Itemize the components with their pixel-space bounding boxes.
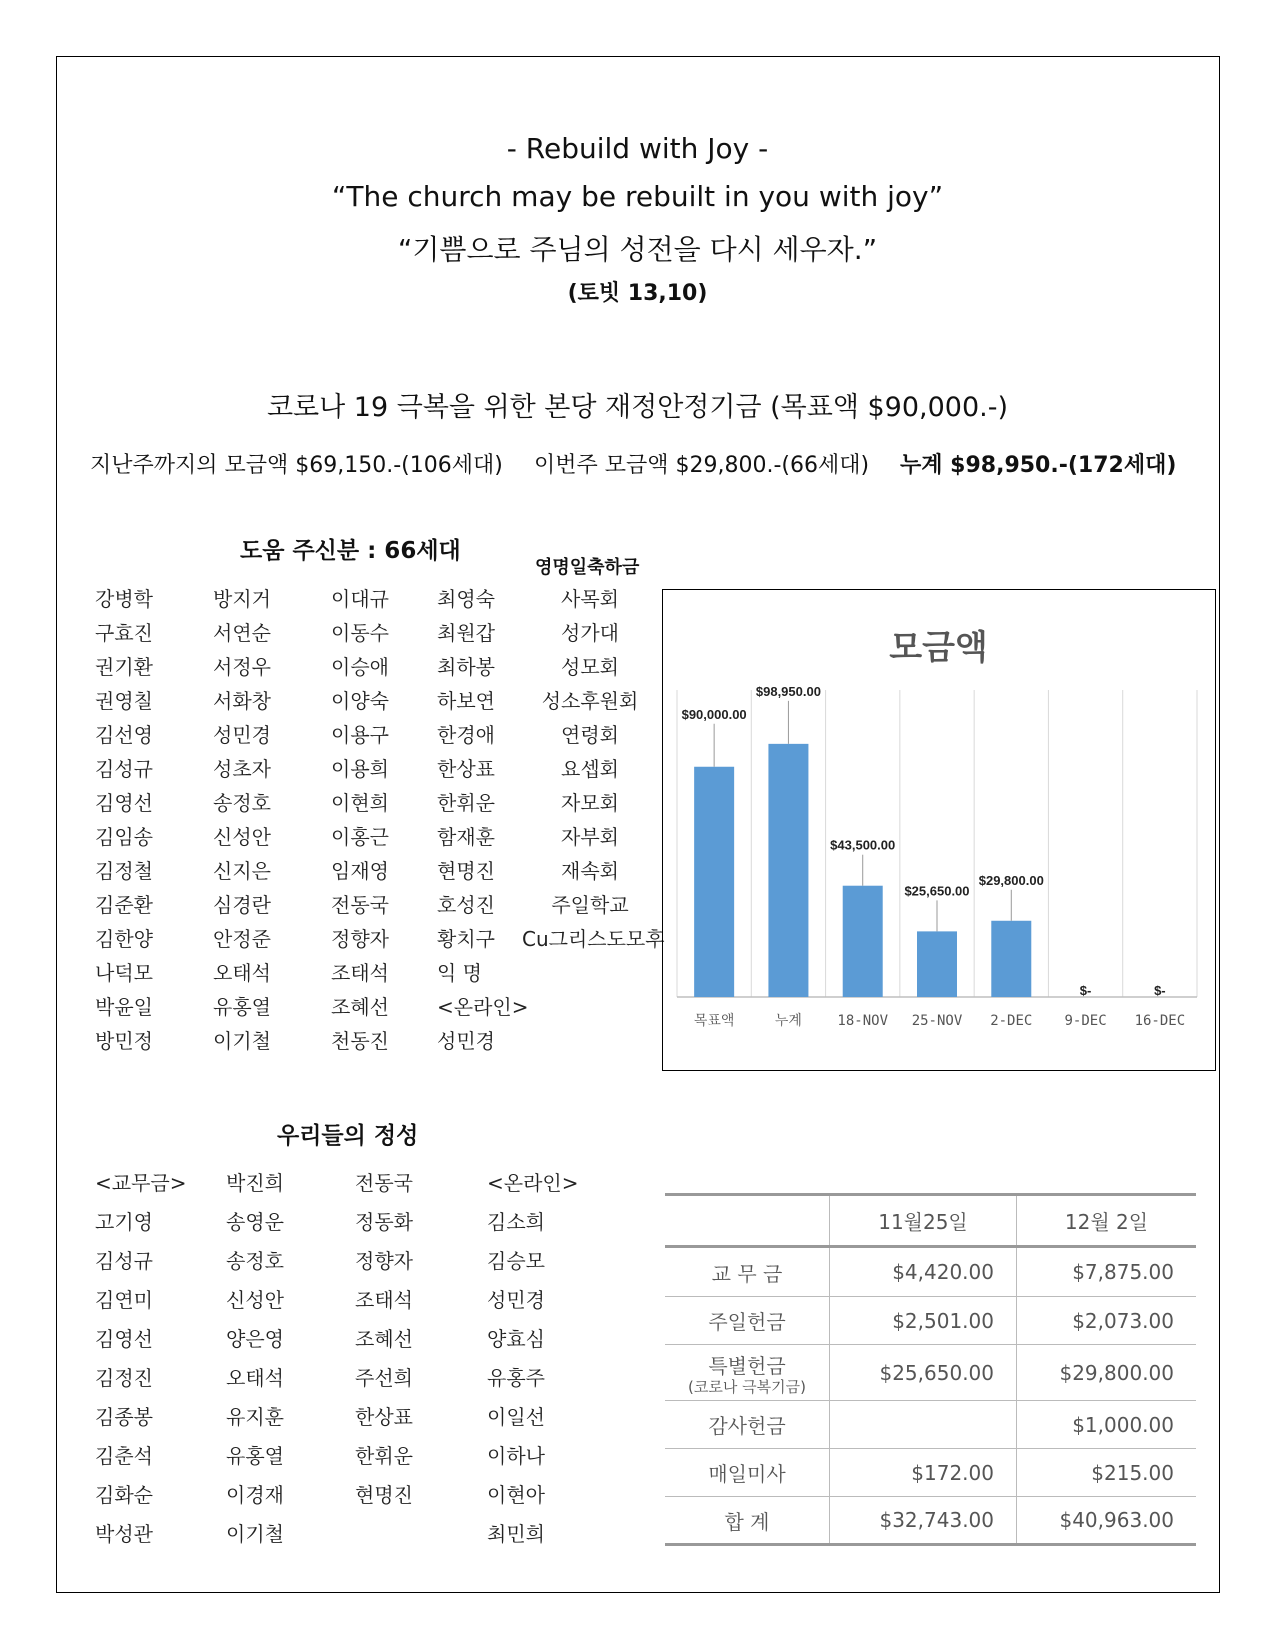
offering-name: 한휘운 — [355, 1444, 413, 1468]
offering-name: 현명진 — [355, 1483, 413, 1507]
offering-name: 성민경 — [487, 1288, 545, 1312]
group-donor-name: 성모회 — [561, 655, 619, 679]
offering-name: 신성안 — [226, 1288, 284, 1312]
offering-name: 유홍열 — [226, 1444, 284, 1468]
donor-name: 김한양 — [95, 927, 153, 951]
donor-name: 방지거 — [213, 587, 271, 611]
row-label-note: (코로나 극복기금) — [688, 1378, 806, 1396]
offering-name: 고기영 — [95, 1210, 153, 1234]
chart-category-label: 2-DEC — [990, 1013, 1033, 1029]
donor-name: 서화창 — [213, 689, 271, 713]
donor-name: 이홍근 — [331, 825, 389, 849]
chart-bar — [843, 886, 883, 997]
chart-plot — [663, 590, 1214, 1069]
row-value-nov25: $25,650.00 — [830, 1345, 1017, 1401]
row-value-nov25 — [830, 1401, 1017, 1449]
offering-name: 김정진 — [95, 1366, 153, 1390]
offering-name: 김화순 — [95, 1483, 153, 1507]
row-value-dec2: $29,800.00 — [1017, 1345, 1197, 1401]
offering-name: 정향자 — [355, 1249, 413, 1273]
donor-column-2 — [213, 582, 313, 1058]
donor-name: 한경애 — [437, 723, 495, 747]
offering-name: 이현아 — [487, 1483, 545, 1507]
offering-name: 김연미 — [95, 1288, 153, 1312]
fund-title: 코로나 19 극복을 위한 본당 재정안정기금 (목표액 $90,000.-) — [266, 392, 1009, 423]
offering-name: 전동국 — [355, 1171, 413, 1195]
donor-name: 이양숙 — [331, 689, 389, 713]
theme-quote-english: “The church may be rebuilt in you with joy” — [331, 180, 944, 213]
group-donor-column — [522, 582, 665, 956]
row-value-dec2: $215.00 — [1017, 1449, 1197, 1497]
group-donor-name: 자모회 — [561, 791, 619, 815]
donor-name: 이승애 — [331, 655, 389, 679]
offering-name: <온라인> — [487, 1171, 579, 1195]
donor-name: 이기철 — [213, 1029, 271, 1053]
donor-column-1 — [95, 582, 195, 1058]
totals-header-nov25: 11월25일 — [830, 1195, 1017, 1247]
offering-name: 조혜선 — [355, 1327, 413, 1351]
donor-name: 이용희 — [331, 757, 389, 781]
offering-name: 김춘석 — [95, 1444, 153, 1468]
totals-header-dec2: 12월 2일 — [1017, 1195, 1197, 1247]
row-label: 특별헌금 — [708, 1354, 786, 1378]
donor-name: 전동국 — [331, 893, 389, 917]
offering-name: 양효심 — [487, 1327, 545, 1351]
group-donor-name: 성소후원회 — [541, 689, 639, 713]
chart-bar — [694, 767, 734, 997]
row-value-dec2: $7,875.00 — [1017, 1247, 1197, 1297]
chart-bar — [768, 744, 808, 997]
donor-name: 신성안 — [213, 825, 271, 849]
offering-name: <교무금> — [95, 1171, 187, 1195]
donor-name: 서연순 — [213, 621, 271, 645]
donor-column-3 — [331, 582, 431, 1058]
offering-name: 이하나 — [487, 1444, 545, 1468]
donor-name: 오태석 — [213, 961, 271, 985]
donor-name: 조혜선 — [331, 995, 389, 1019]
offering-name: 한상표 — [355, 1405, 413, 1429]
group-donor-name: 성가대 — [561, 621, 619, 645]
offering-name: 최민희 — [487, 1522, 545, 1546]
offering-name: 송정호 — [226, 1249, 284, 1273]
donor-name: 김정철 — [95, 859, 153, 883]
donor-name: 박윤일 — [95, 995, 153, 1019]
donor-name: 권기환 — [95, 655, 153, 679]
group-donor-name: 자부회 — [561, 825, 619, 849]
offering-column-4 — [487, 1164, 597, 1554]
donor-name: 유홍열 — [213, 995, 271, 1019]
offering-name: 김소희 — [487, 1210, 545, 1234]
donor-name: 이대규 — [331, 587, 389, 611]
donor-name: 최하봉 — [437, 655, 495, 679]
donor-name: 이동수 — [331, 621, 389, 645]
offering-name: 이일선 — [487, 1405, 545, 1429]
donor-name: 김성규 — [95, 757, 153, 781]
row-label: 매일미사 — [665, 1449, 830, 1497]
chart-data-label: $- — [1154, 983, 1166, 998]
offering-name: 이경재 — [226, 1483, 284, 1507]
donor-name: 임재영 — [331, 859, 389, 883]
chart-data-label: $- — [1079, 983, 1092, 998]
donor-name: 구효진 — [95, 621, 153, 645]
fund-this-week: 이번주 모금액 $29,800.-(66세대) — [534, 453, 870, 478]
chart-bar — [991, 921, 1031, 997]
chart-data-label: $98,950.00 — [755, 683, 821, 699]
donation-chart — [662, 589, 1216, 1071]
donor-name: 성초자 — [213, 757, 271, 781]
group-donor-name: 주일학교 — [551, 893, 629, 917]
offering-name: 김승모 — [487, 1249, 545, 1273]
row-label: 합 계 — [665, 1497, 830, 1545]
donor-name: 김영선 — [95, 791, 153, 815]
donor-name: 송정호 — [213, 791, 271, 815]
offering-column-3 — [355, 1164, 465, 1515]
chart-category-label: 18-NOV — [837, 1013, 889, 1029]
group-donor-name: 요셉회 — [561, 757, 619, 781]
fund-cumulative: 누계 $98,950.-(172세대) — [900, 453, 1177, 478]
donor-name: 최영숙 — [437, 587, 495, 611]
donor-name: 성민경 — [213, 723, 271, 747]
row-label-special — [665, 1345, 830, 1401]
donor-name: 이용구 — [331, 723, 389, 747]
group-donor-name: 연령회 — [561, 723, 619, 747]
offering-name: 송영운 — [226, 1210, 284, 1234]
group-donor-name: 사목회 — [561, 587, 619, 611]
donor-name: 황치구 — [437, 927, 495, 951]
totals-header-blank — [665, 1195, 830, 1247]
offering-name: 조태석 — [355, 1288, 413, 1312]
donor-name: 강병학 — [95, 587, 153, 611]
donors-heading: 도움 주신분 : 66세대 — [240, 538, 461, 564]
donor-name: 하보연 — [437, 689, 495, 713]
donor-name: 이현희 — [331, 791, 389, 815]
donor-name: 김준환 — [95, 893, 153, 917]
chart-category-label: 누계 — [774, 1013, 802, 1029]
row-value-dec2: $2,073.00 — [1017, 1297, 1197, 1345]
donor-name: 조태석 — [331, 961, 389, 985]
donor-name: 나덕모 — [95, 961, 153, 985]
row-value-nov25: $32,743.00 — [830, 1497, 1017, 1545]
chart-data-label: $90,000.00 — [681, 706, 747, 722]
chart-category-label: 목표액 — [693, 1013, 735, 1029]
donor-name: 신지은 — [213, 859, 271, 883]
fund-previous-total: 지난주까지의 모금액 $69,150.-(106세대) — [90, 453, 503, 478]
offering-name: 김종봉 — [95, 1405, 153, 1429]
offering-name: 유지훈 — [226, 1405, 284, 1429]
anonymous-heading: 영명일축하금 — [535, 557, 640, 578]
chart-category-label: 9-DEC — [1064, 1013, 1107, 1029]
donor-name: 한상표 — [437, 757, 495, 781]
row-value-dec2: $40,963.00 — [1017, 1497, 1197, 1545]
donor-name: 현명진 — [437, 859, 495, 883]
offering-name: 양은영 — [226, 1327, 284, 1351]
offering-totals-table — [665, 1193, 1196, 1546]
chart-category-label: 25-NOV — [911, 1013, 963, 1029]
offering-column-2 — [226, 1164, 336, 1554]
donor-name: 성민경 — [437, 1029, 495, 1053]
offering-name: 유홍주 — [487, 1366, 545, 1390]
donor-name: 정향자 — [331, 927, 389, 951]
chart-data-label: $29,800.00 — [978, 872, 1044, 888]
chart-data-label: $25,650.00 — [904, 883, 970, 899]
donor-name: 권영칠 — [95, 689, 153, 713]
donor-name: 함재훈 — [437, 825, 495, 849]
offering-name: 김성규 — [95, 1249, 153, 1273]
donor-name: 심경란 — [213, 893, 271, 917]
row-label: 주일헌금 — [665, 1297, 830, 1345]
scripture-reference: (토빗 13,10) — [567, 281, 708, 306]
theme-title: - Rebuild with Joy - — [506, 132, 769, 165]
row-value-nov25: $2,501.00 — [830, 1297, 1017, 1345]
chart-category-label: 16-DEC — [1134, 1013, 1186, 1029]
donor-name: 최원갑 — [437, 621, 495, 645]
row-label: 교 무 금 — [665, 1247, 830, 1297]
row-label: 감사헌금 — [665, 1401, 830, 1449]
group-donor-name: 재속회 — [561, 859, 619, 883]
chart-bar — [917, 931, 957, 997]
donor-name: <온라인> — [437, 995, 529, 1019]
donor-name: 익 명 — [437, 961, 482, 985]
row-value-nov25: $172.00 — [830, 1449, 1017, 1497]
offering-name: 박진희 — [226, 1171, 284, 1195]
offering-name: 박성관 — [95, 1522, 153, 1546]
donor-name: 안정준 — [213, 927, 271, 951]
chart-title: 모금액 — [889, 628, 988, 668]
donor-name: 호성진 — [437, 893, 495, 917]
group-donor-name: Cu그리스도모후 — [522, 927, 665, 951]
donor-name: 김임송 — [95, 825, 153, 849]
offering-name: 오태석 — [226, 1366, 284, 1390]
row-value-dec2: $1,000.00 — [1017, 1401, 1197, 1449]
offering-name: 주선희 — [355, 1366, 413, 1390]
donor-name: 서정우 — [213, 655, 271, 679]
donor-name: 방민정 — [95, 1029, 153, 1053]
offering-name: 김영선 — [95, 1327, 153, 1351]
theme-quote-korean: “기쁨으로 주님의 성전을 다시 세우자.” — [397, 233, 878, 266]
row-value-nov25: $4,420.00 — [830, 1247, 1017, 1297]
donor-name: 천동진 — [331, 1029, 389, 1053]
donor-name: 김선영 — [95, 723, 153, 747]
offering-column-1 — [95, 1164, 205, 1554]
offering-heading: 우리들의 정성 — [277, 1123, 419, 1149]
donor-name: 한휘운 — [437, 791, 495, 815]
offering-name: 정동화 — [355, 1210, 413, 1234]
chart-data-label: $43,500.00 — [830, 837, 896, 853]
offering-name: 이기철 — [226, 1522, 284, 1546]
